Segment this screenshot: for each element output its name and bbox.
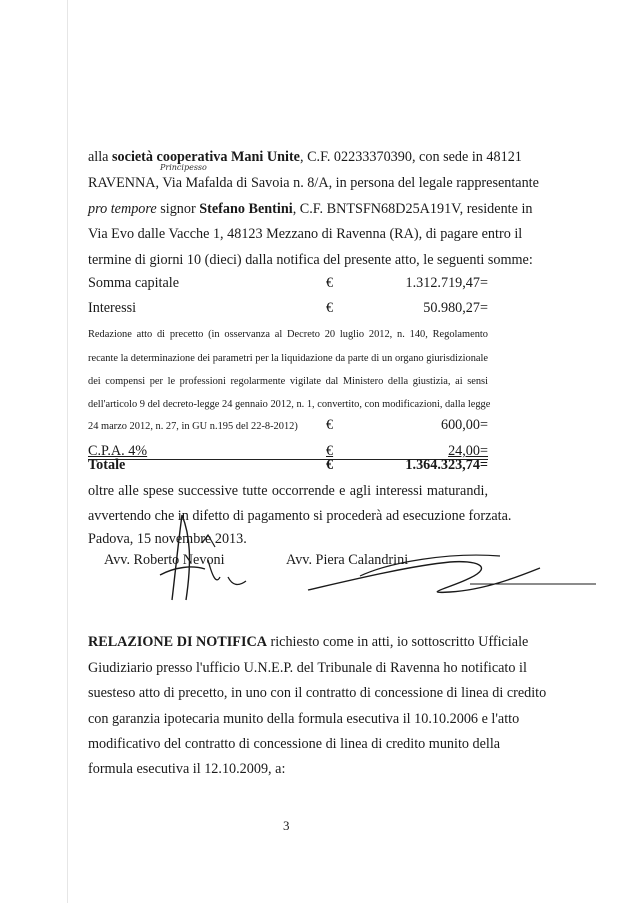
company-name: società cooperativa Mani Unite (112, 149, 300, 165)
redazione-line-3: dei compensi per le professioni regolarmente vigilate dal Ministero della giustizia, ai sensi (88, 376, 488, 387)
relazione-line-5: modificativo del contratto di concessione di linea di credito munito della (88, 736, 501, 752)
page-margin-line (67, 0, 68, 903)
signature-piera-calandrini (300, 548, 600, 608)
amount-row-interessi (88, 299, 488, 317)
amount-value: 24,00= (448, 443, 488, 459)
amount-label: Somma capitale (88, 275, 180, 291)
body-line-3: pro tempore signor Stefano Bentini, C.F. BNTSFN68D25A191V, residente in (88, 201, 533, 217)
euro-sign: € (326, 457, 334, 473)
lawyer-1-name: Avv. Roberto Nevoni (104, 552, 225, 568)
body-line-5: termine di giorni 10 (dieci) dalla notifica del presente atto, le seguenti somme: (88, 252, 533, 268)
amount-value: 600,00= (440, 417, 488, 433)
place-date: Padova, 15 novembre 2013. (88, 531, 247, 547)
amount-label: Interessi (88, 300, 137, 316)
amount-label: C.P.A. 4% (88, 443, 148, 459)
amount-value: 1.312.719,47= (405, 275, 488, 291)
relazione-line-2: Giudiziario presso l'ufficio U.N.E.P. del Tribunale di Ravenna ho notificato il (88, 660, 527, 676)
amount-value: 1.364.323,74= (405, 457, 488, 473)
signature-roberto-nevoni (120, 505, 260, 610)
handwritten-note: Principesso (160, 163, 207, 172)
lawyer-2-name: Avv. Piera Calandrini (286, 552, 409, 568)
body-line-2: RAVENNA, Via Mafalda di Savoia n. 8/A, in persona del legale rappresentante (88, 175, 539, 191)
amount-row-capitale (88, 274, 488, 292)
redazione-line-1: Redazione atto di precetto (in osservanza al Decreto 20 luglio 2012, n. 140, Regolamento (88, 329, 488, 340)
redazione-line-4: dell'articolo 9 del decreto-legge 24 gennaio 2012, n. 1, convertito, con modificazioni, dalla legge (88, 399, 491, 410)
page-number: 3 (283, 818, 290, 833)
closing-line-2: avvertendo che in difetto di pagamento si procederà ad esecuzione forzata. (88, 508, 512, 524)
amount-row-totale (88, 456, 488, 474)
amount-label: 24 marzo 2012, n. 27, in GU n.195 del 22-8-2012) (88, 421, 298, 432)
body-line-4: Via Evo dalle Vacche 1, 48123 Mezzano di Ravenna (RA), di pagare entro il (88, 226, 523, 242)
euro-sign: € (326, 443, 334, 459)
euro-sign: € (326, 417, 334, 433)
relazione-line-1: RELAZIONE DI NOTIFICA richiesto come in atti, io sottoscritto Ufficiale (88, 634, 529, 650)
relazione-line-6: formula esecutiva il 12.10.2009, a: (88, 761, 286, 777)
euro-sign: € (326, 300, 334, 316)
relazione-line-3: suesteso atto di precetto, in uno con il contratto di concessione di linea di credito (88, 685, 547, 701)
euro-sign: € (326, 275, 334, 291)
redazione-line-2: recante la determinazione dei parametri per la liquidazione da parte di un organo giurisdizionale (88, 353, 488, 364)
relazione-heading: RELAZIONE DI NOTIFICA (88, 634, 267, 650)
representative-name: Stefano Bentini (199, 201, 293, 217)
relazione-line-4: con garanzia ipotecaria munito della formula esecutiva il 10.10.2006 e l'atto (88, 711, 520, 727)
amount-row-redazione (88, 416, 488, 436)
amount-value: 50.980,27= (423, 300, 488, 316)
amount-label: Totale (88, 457, 126, 473)
closing-line-1: oltre alle spese successive tutte occorrende e agli interessi maturandi, (88, 483, 488, 499)
body-line-1: alla società cooperativa Mani Unite, C.F. 02233370390, con sede in 48121 (88, 149, 522, 165)
